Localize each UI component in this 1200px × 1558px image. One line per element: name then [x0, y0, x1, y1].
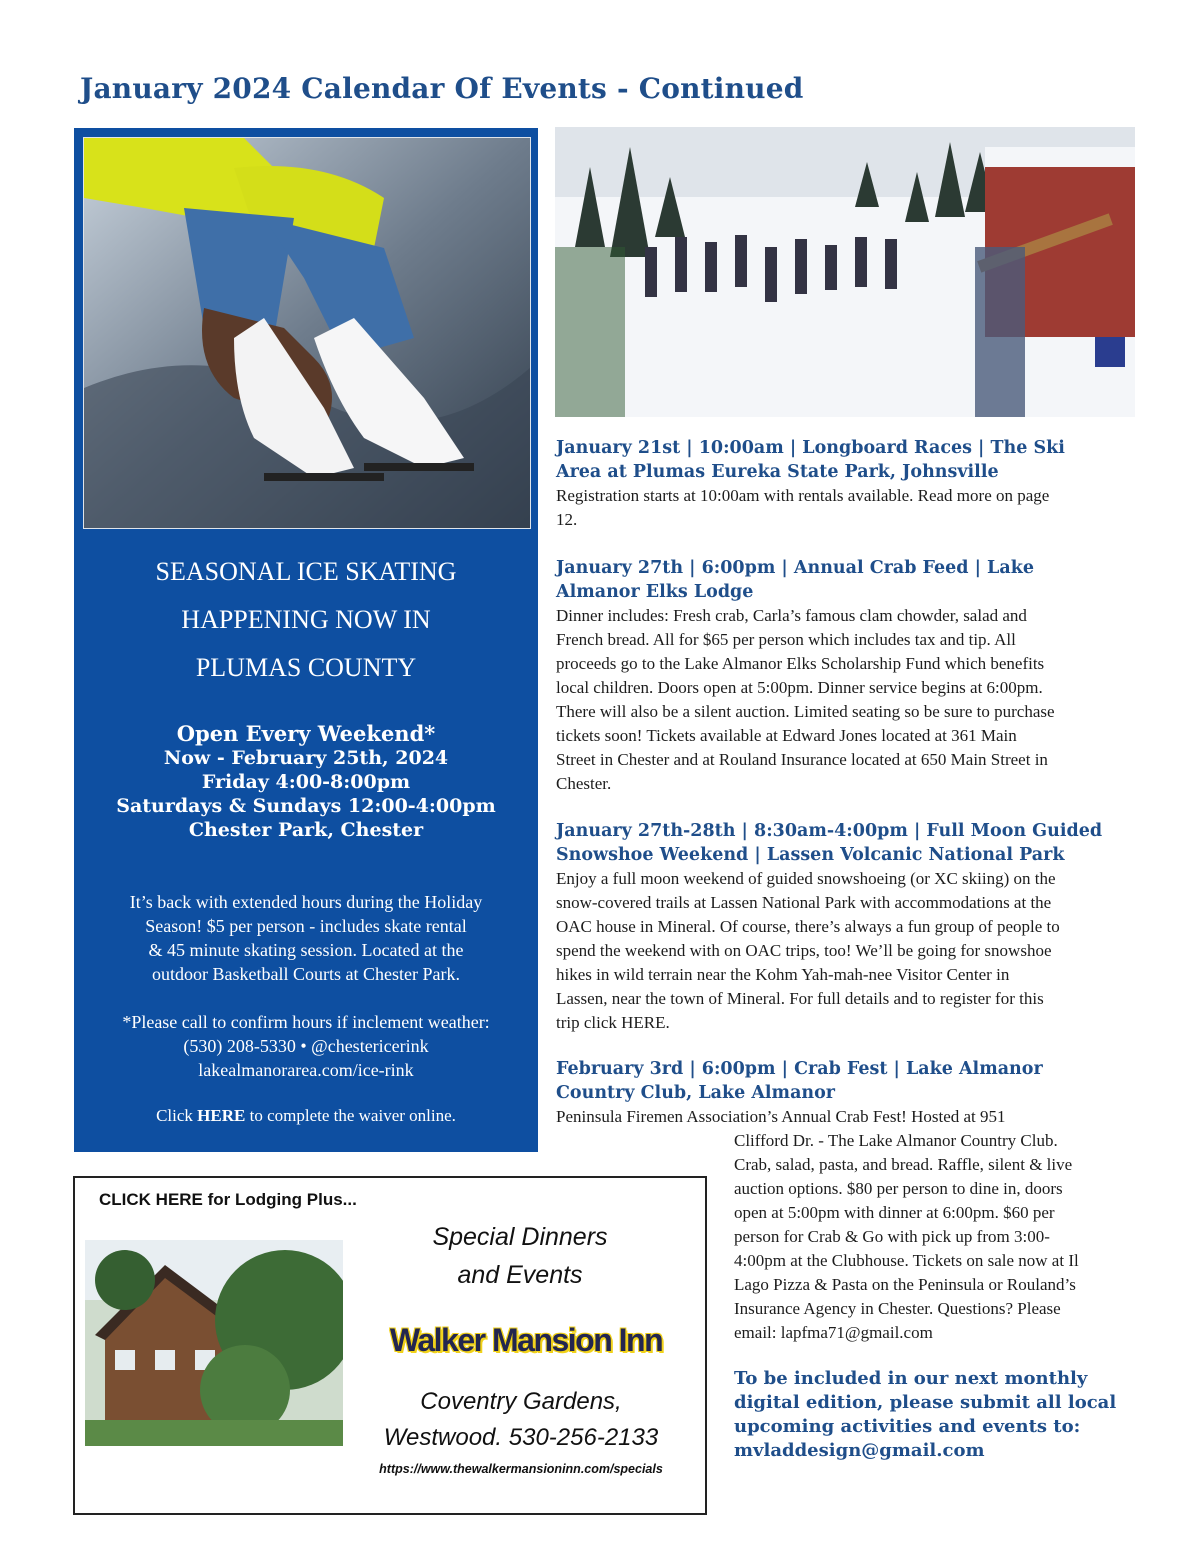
body-line: Chester. [556, 774, 612, 793]
title-line: February 3rd | 6:00pm | Crab Fest | Lake Almanor [556, 1059, 1043, 1079]
description-line: It’s back with extended hours during the Holiday [129, 892, 483, 912]
event-title [556, 1057, 1146, 1105]
hours-line: Saturdays & Sundays 12:00-4:00pm [116, 795, 496, 817]
specials-url[interactable]: https://www.thewalkermansioninn.com/specials [379, 1462, 663, 1476]
body-line: OAC house in Mineral. Of course, there’s always a fun group of people to [556, 917, 1060, 936]
page-title: January 2024 Calendar Of Events - Continued [80, 72, 804, 105]
title-line: Area at Plumas Eureka State Park, Johnsville [556, 462, 999, 482]
body-line: spend the weekend with on OAC trips, too! We’ll be going for snowshoe [556, 941, 1052, 960]
headline-line: PLUMAS COUNTY [195, 653, 417, 682]
event-description [556, 867, 1146, 1035]
ice-skates-photo [83, 137, 531, 529]
event-longboard-races [556, 436, 1146, 532]
body-line: Insurance Agency in Chester. Questions? Please [734, 1299, 1061, 1318]
body-line: 12. [556, 510, 578, 529]
body-line: Street in Chester and at Rouland Insurance located at 650 Main Street in [556, 750, 1048, 769]
body-line: tickets soon! Tickets available at Edward Jones located at 361 Main [556, 726, 1017, 745]
event-description [556, 1105, 1146, 1129]
body-line: open at 5:00pm with dinner at 6:00pm. $60 per [734, 1203, 1055, 1222]
event-description [556, 484, 1146, 532]
body-line: proceeds go to the Lake Almanor Elks Scholarship Fund which benefits [556, 654, 1045, 673]
body-line: Registration starts at 10:00am with rentals available. Read more on page [556, 486, 1050, 505]
hours-line: Now - February 25th, 2024 [163, 747, 449, 769]
hours-line: Chester Park, Chester [188, 819, 424, 841]
special-dinners-text [375, 1218, 665, 1294]
email-line[interactable]: email: lapfma71@gmail.com [734, 1323, 933, 1342]
body-line: hikes in wild terrain near the Kohm Yah-mah-nee Visitor Center in [556, 965, 1010, 984]
event-title [556, 819, 1146, 867]
ice-rink-link[interactable]: lakealmanorarea.com/ice-rink [198, 1060, 414, 1080]
title-line: Almanor Elks Lodge [556, 582, 754, 602]
note-line: *Please call to confirm hours if inclement weather: [122, 1012, 490, 1032]
waiver-line [74, 1106, 538, 1126]
body-line: Lassen, near the town of Mineral. For full details and to register for this [556, 989, 1044, 1008]
weather-note [78, 1010, 534, 1082]
body-line: Clifford Dr. - The Lake Almanor Country Club. [734, 1131, 1058, 1150]
body-line: There will also be a silent auction. Limited seating so be sure to purchase [556, 702, 1055, 721]
body-line: Dinner includes: Fresh crab, Carla’s famous clam chowder, salad and [556, 606, 1027, 625]
address-line: Coventry Gardens, [420, 1388, 622, 1415]
ice-skating-panel [74, 128, 538, 1152]
hours-line: Friday 4:00-8:00pm [201, 771, 411, 793]
waiver-link[interactable]: HERE [197, 1106, 246, 1125]
note-line: To be included in our next monthly [734, 1368, 1088, 1389]
submission-note [734, 1367, 1134, 1463]
ice-skating-description [88, 890, 524, 986]
title-line: January 27th | 6:00pm | Annual Crab Feed | Lake [556, 558, 1034, 578]
body-line: Enjoy a full moon weekend of guided snowshoeing (or XC skiing) on the [556, 869, 1056, 888]
waiver-suffix: to complete the waiver online. [245, 1106, 456, 1125]
walker-mansion-logo: Walker Mansion Inn [389, 1322, 663, 1358]
title-line: January 27th-28th | 8:30am-4:00pm | Full Moon Guided [556, 821, 1103, 841]
dinners-line: Special Dinners [432, 1223, 608, 1251]
hours-heading: Open Every Weekend* [176, 721, 436, 746]
body-line: Crab, salad, pasta, and bread. Raffle, silent & live [734, 1155, 1073, 1174]
event-description-continued [734, 1129, 1146, 1345]
headline-line: HAPPENING NOW IN [181, 605, 431, 634]
body-line: local children. Doors open at 5:00pm. Dinner service begins at 6:00pm. [556, 678, 1043, 697]
title-line: January 21st | 10:00am | Longboard Races | The Ski [556, 438, 1065, 458]
event-title [556, 436, 1146, 484]
ice-skating-headline [74, 548, 538, 692]
note-line: digital edition, please submit all local [734, 1392, 1117, 1413]
description-line: outdoor Basketball Courts at Chester Park. [152, 964, 460, 984]
body-line: French bread. All for $65 per person which includes tax and tip. All [556, 630, 1016, 649]
register-link-line[interactable]: trip click HERE. [556, 1013, 670, 1032]
description-line: Season! $5 per person - includes skate rental [145, 916, 467, 936]
body-line: person for Crab & Go with pick up from 3:00- [734, 1227, 1050, 1246]
inn-photo [85, 1240, 343, 1446]
waiver-prefix: Click [156, 1106, 198, 1125]
headline-line: SEASONAL ICE SKATING [155, 557, 457, 586]
walker-mansion-ad[interactable] [73, 1176, 707, 1515]
event-annual-crab-feed [556, 556, 1146, 796]
description-line: & 45 minute skating session. Located at the [148, 940, 464, 960]
title-line: Snowshoe Weekend | Lassen Volcanic National Park [556, 845, 1065, 865]
dinners-line: and Events [457, 1261, 583, 1289]
body-line: Lago Pizza & Pasta on the Peninsula or Rouland’s [734, 1275, 1076, 1294]
body-line: 4:00pm at the Clubhouse. Tickets on sale now at Il [734, 1251, 1079, 1270]
event-description [556, 604, 1146, 796]
note-line: upcoming activities and events to: [734, 1416, 1081, 1437]
event-full-moon-snowshoe [556, 819, 1146, 1035]
contact-line: (530) 208-5330 • @chestericerink [183, 1036, 429, 1056]
body-line: auction options. $80 per person to dine in, doors [734, 1179, 1063, 1198]
longboard-races-photo [555, 127, 1135, 417]
address-line: Westwood. 530-256-2133 [383, 1424, 659, 1451]
ice-skating-hours [74, 722, 538, 842]
submission-email[interactable]: mvladdesign@gmail.com [734, 1440, 985, 1461]
inn-address [345, 1384, 697, 1456]
lodging-link[interactable]: CLICK HERE for Lodging Plus... [99, 1190, 357, 1209]
event-title [556, 556, 1146, 604]
body-line: snow-covered trails at Lassen National Park with accommodations at the [556, 893, 1052, 912]
title-line: Country Club, Lake Almanor [556, 1083, 836, 1103]
body-line: Peninsula Firemen Association’s Annual Crab Fest! Hosted at 951 [556, 1107, 1006, 1126]
